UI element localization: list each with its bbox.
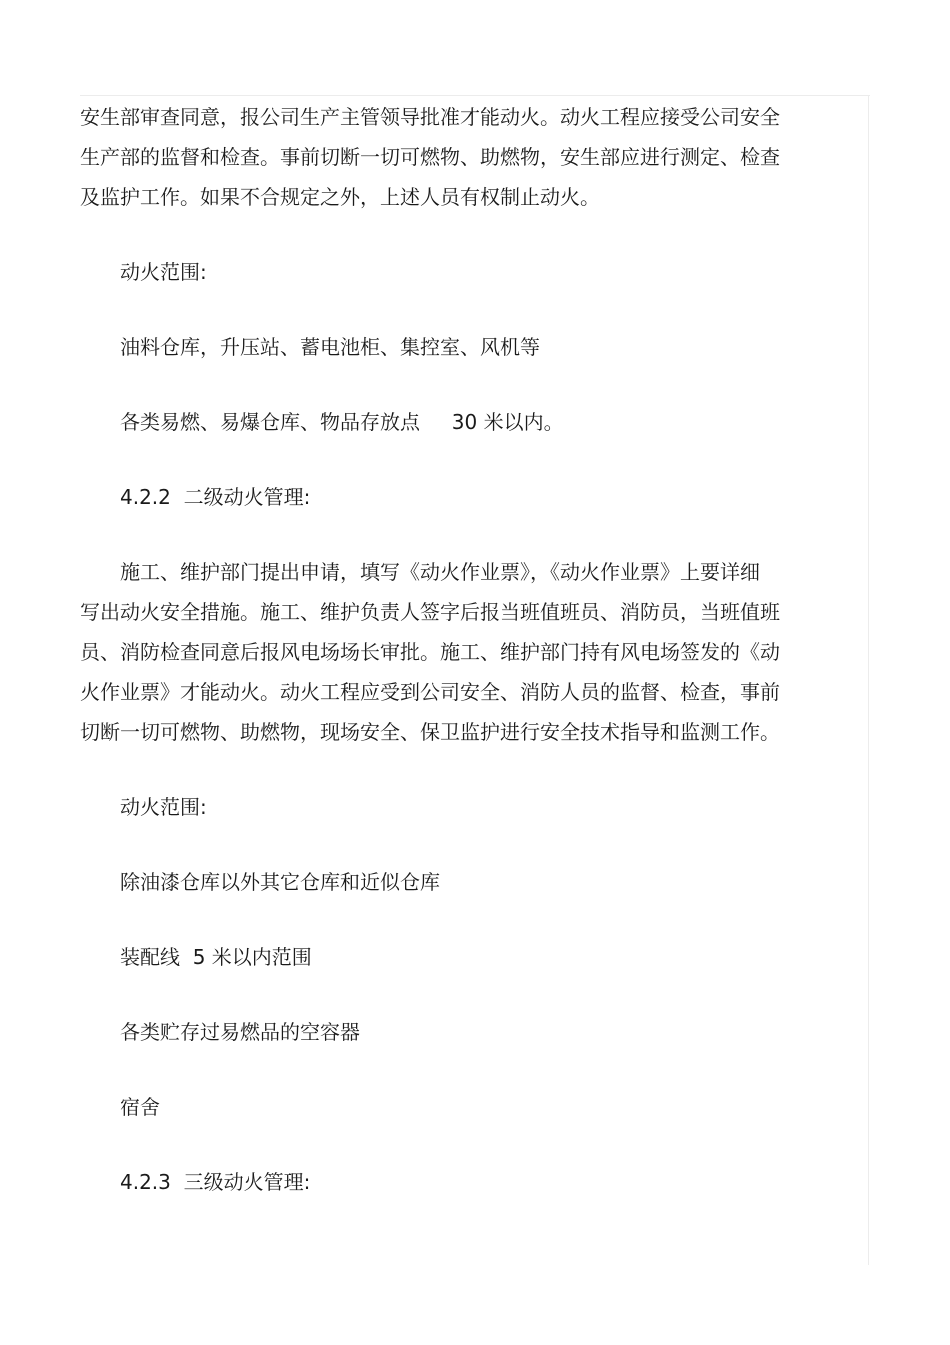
scope-item: 装配线 5 米以内范围 [120, 945, 312, 969]
paragraph-line: 写出动火安全措施。施工、维护负责人签字后报当班值班员、消防员，当班值班 [80, 600, 780, 624]
paragraph-line: 生产部的监督和检查。事前切断一切可燃物、助燃物，安生部应进行测定、检查 [80, 145, 780, 169]
scope-item: 各类贮存过易燃品的空容器 [120, 1020, 360, 1044]
paragraph-line: 员、消防检查同意后报风电场场长审批。施工、维护部门持有风电场签发的《动 [80, 640, 780, 664]
scope-item: 宿舍 [120, 1095, 160, 1119]
paragraph-first-level-continued [80, 97, 820, 217]
scope-heading: 动火范围: [120, 795, 207, 819]
scope-item: 各类易燃、易爆仓库、物品存放点 30 米以内。 [120, 410, 564, 434]
section-heading-4-2-2: 4.2.2 二级动火管理: [120, 485, 311, 509]
paragraph-line: 切断一切可燃物、助燃物，现场安全、保卫监护进行安全技术指导和监测工作。 [80, 720, 780, 744]
paragraph-line: 施工、维护部门提出申请，填写《动火作业票》，《动火作业票》上要详细 [120, 560, 760, 584]
section-heading-4-2-3: 4.2.3 三级动火管理: [120, 1170, 311, 1194]
paragraph-line: 火作业票》才能动火。动火工程应受到公司安全、消防人员的监督、检查，事前 [80, 680, 780, 704]
paragraph-line: 安生部审查同意，报公司生产主管领导批准才能动火。动火工程应接受公司安全 [80, 105, 780, 129]
page-border-right [868, 95, 869, 1265]
paragraph-line: 及监护工作。如果不合规定之外，上述人员有权制止动火。 [80, 185, 600, 209]
scope-item: 除油漆仓库以外其它仓库和近似仓库 [120, 870, 440, 894]
scope-heading: 动火范围: [120, 260, 207, 284]
scope-item: 油料仓库，升压站、蓄电池柜、集控室、风机等 [120, 335, 540, 359]
paragraph-second-level [80, 552, 820, 752]
document-body [80, 97, 820, 1202]
page-border-top [80, 95, 870, 96]
